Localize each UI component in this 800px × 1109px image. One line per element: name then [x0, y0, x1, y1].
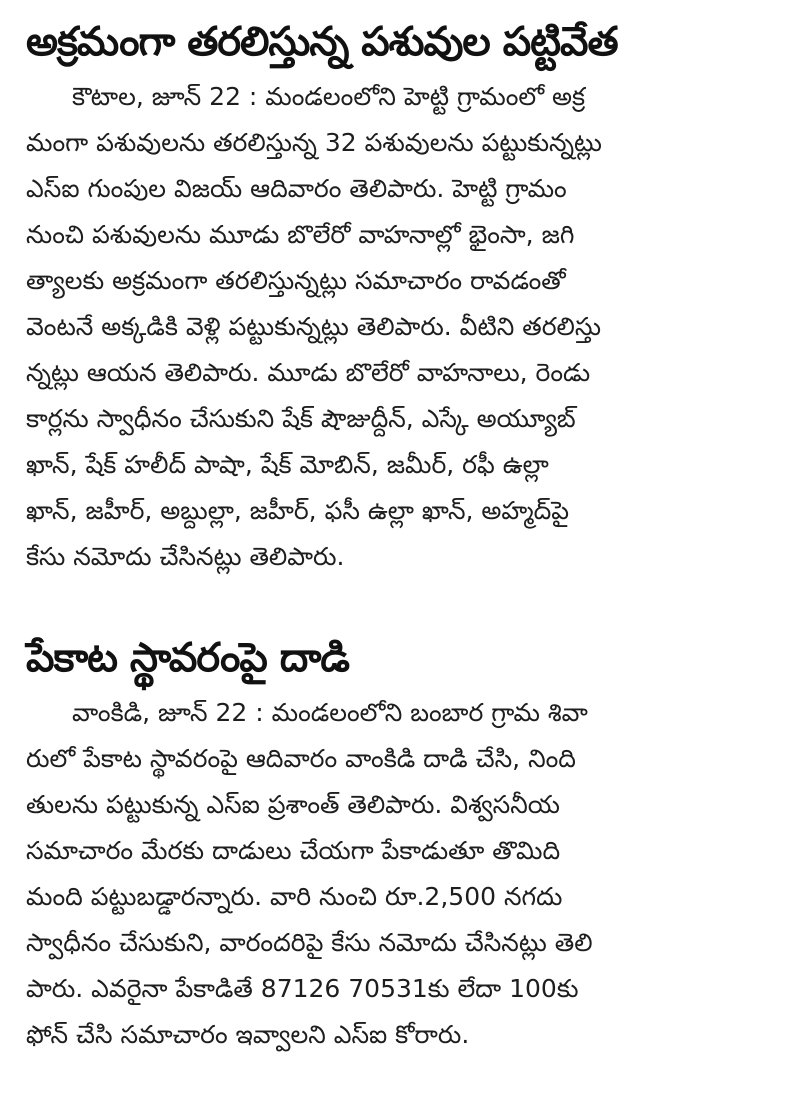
article-line: ఫోన్ చేసి సమాచారం ఇవ్వాలని ఎస్ఐ కోరారు.	[26, 1020, 470, 1049]
article-line: ఖాన్, షేక్ హలీద్ పాషా, షేక్ మోబిన్, జమీర్, రఫీ ఉల్లా	[26, 450, 549, 479]
article-line: కౌటాల, జూన్ 22 : మండలంలోని హెట్టి గ్రామంలో అక్ర	[72, 82, 586, 111]
article-line: ఖాన్, జహీర్, అబ్దుల్లా, జహీర్, ఫసీ ఉల్లా ఖాన్, అహ్మద్‌పై	[26, 496, 569, 525]
article-line: రులో పేకాట స్థావరంపై ఆదివారం వాంకిడి దాడి చేసి, నింది	[26, 744, 576, 773]
article-gambling-raid	[26, 626, 774, 1058]
article-line: కేసు నమోదు చేసినట్లు తెలిపారు.	[26, 542, 345, 571]
article-headline: అక్రమంగా తరలిస్తున్న పశువుల పట్టివేత	[26, 19, 618, 65]
article-line: తులను పట్టుకున్న ఎస్ఐ ప్రశాంత్ తెలిపారు. విశ్వసనీయ	[26, 790, 560, 819]
article-line: సమాచారం మేరకు దాడులు చేయగా పేకాడుతూ తొమిది	[26, 836, 561, 865]
article-line: న్నట్లు ఆయన తెలిపారు. మూడు బొలేరో వాహనాలు, రెండు	[26, 358, 591, 387]
article-line: పారు. ఎవరైనా పేకాడితే 87126 70531కు లేదా 100కు	[26, 974, 579, 1003]
article-line: వాంకిడి, జూన్ 22 : మండలంలోని బంబార గ్రామ శివా	[72, 698, 588, 727]
article-headline: పేకాట స్థావరంపై దాడి	[26, 635, 349, 681]
article-line: మంగా పశువులను తరలిస్తున్న 32 పశువులను పట్టుకున్నట్లు	[26, 128, 602, 157]
article-body	[26, 690, 774, 1058]
article-line: నుంచి పశువులను మూడు బొలేరో వాహనాల్లో భైంసా, జగి	[26, 220, 575, 249]
article-cattle-seizure	[26, 10, 774, 620]
article-line: మంది పట్టుబడ్డారన్నారు. వారి నుంచి రూ.2,500 నగదు	[26, 882, 563, 911]
article-line: స్వాధీనం చేసుకుని, వారందరిపై కేసు నమోదు చేసినట్లు తెలి	[26, 928, 593, 957]
article-line: వెంటనే అక్కడికి వెళ్లి పట్టుకున్నట్లు తెలిపారు. వీటిని తరలిస్తు	[26, 312, 602, 341]
article-line: త్యాలకు అక్రమంగా తరలిస్తున్నట్లు సమాచారం రావడంతో	[26, 266, 566, 295]
article-line: కార్లను స్వాధీనం చేసుకుని షేక్ షౌజుద్దీన్, ఎస్కే అయ్యూబ్	[26, 404, 576, 433]
article-line: ఎస్ఐ గుంపుల విజయ్ ఆదివారం తెలిపారు. హెట్టి గ్రామం	[26, 174, 567, 203]
article-body	[26, 74, 774, 580]
